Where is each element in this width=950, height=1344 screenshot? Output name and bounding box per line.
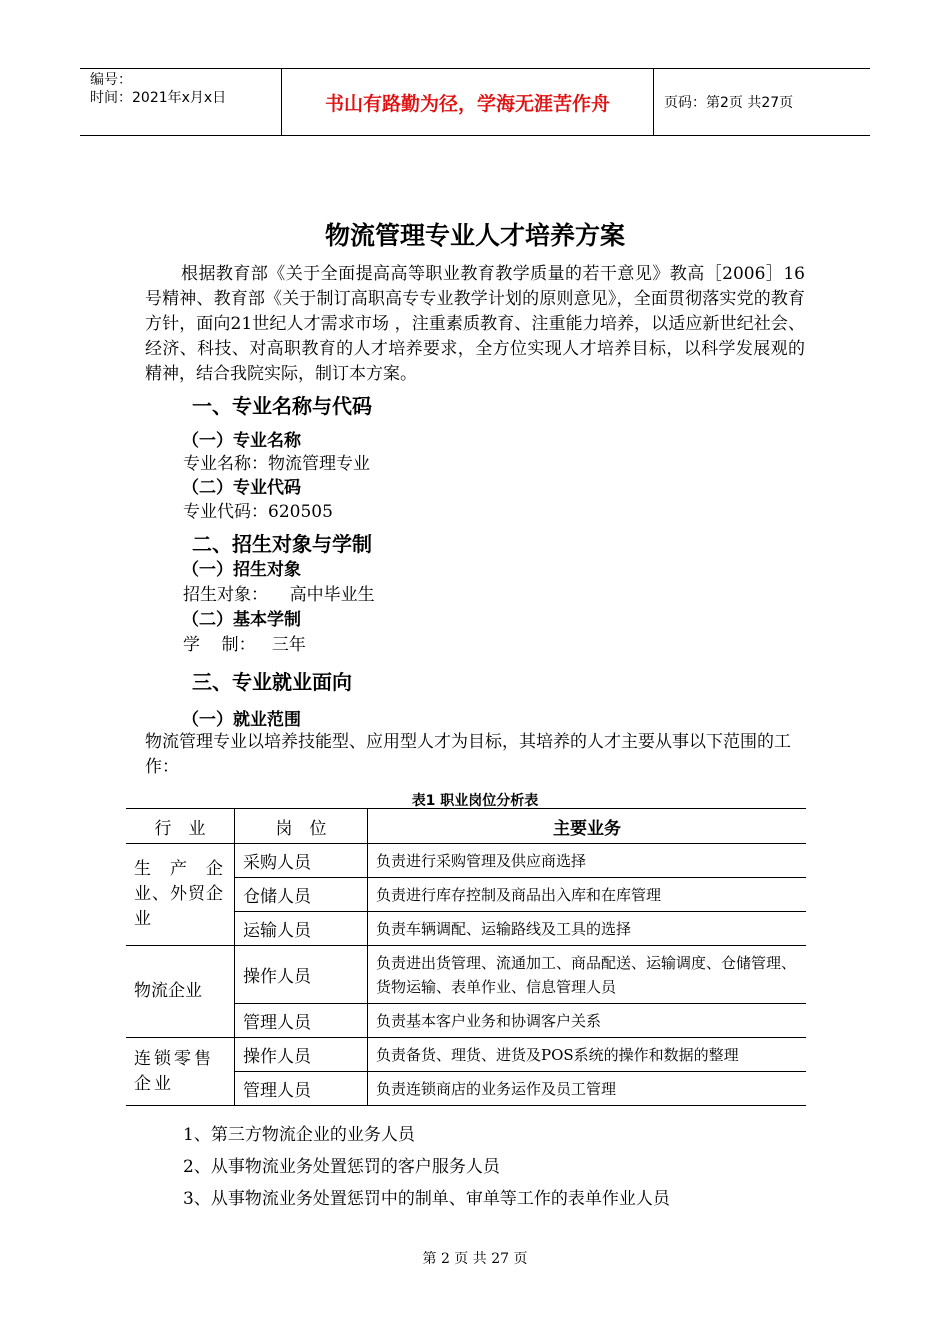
task-cell: 负责车辆调配、运输路线及工具的选择 [368,912,807,946]
duration-text: 学 制： 三年 [183,635,306,655]
job-analysis-table [126,808,806,1106]
section-heading-1: 一、专业名称与代码 [192,394,372,418]
time-label: 时间：2021年x月x日 [90,90,227,106]
column-header: 主要业务 [368,809,807,844]
list-item: 1、第三方物流企业的业务人员 [183,1125,415,1145]
post-cell: 操作人员 [235,946,368,1004]
task-cell: 负责备货、理货、进货及POS系统的操作和数据的整理 [368,1038,807,1072]
intro-paragraph [145,262,805,387]
list-item: 2、从事物流业务处置惩罚的客户服务人员 [183,1157,500,1177]
table-row [126,946,806,1004]
task-cell: 负责进行库存控制及商品出入库和在库管理 [368,878,807,912]
post-cell: 管理人员 [235,1004,368,1038]
post-cell: 采购人员 [235,844,368,878]
industry-cell: 生 产 企业、外贸企业 [126,844,235,946]
post-cell: 操作人员 [235,1038,368,1072]
post-cell: 仓储人员 [235,878,368,912]
section-heading-2: 二、招生对象与学制 [192,532,372,556]
scope-paragraph: 物流管理专业以培养技能型、应用型人才为目标，其培养的人才主要从事以下范围的工作： [145,732,791,777]
subsection-heading: （二）基本学制 [182,610,301,630]
header-page-info: 页码：第2页 共27页 [664,95,794,111]
major-code-text: 专业代码：620505 [183,502,333,522]
document-title: 物流管理专业人才培养方案 [324,221,625,250]
task-cell: 负责进行采购管理及供应商选择 [368,844,807,878]
industry-cell: 物流企业 [126,946,235,1038]
subsection-heading: （二）专业代码 [182,478,301,498]
list-item: 3、从事物流业务处置惩罚中的制单、审单等工作的表单作业人员 [183,1189,670,1209]
post-cell: 管理人员 [235,1072,368,1106]
column-header: 行 业 [126,809,235,844]
page-footer: 第 2 页 共 27 页 [422,1251,528,1267]
subsection-heading: （一）就业范围 [182,710,301,730]
major-name-text: 专业名称：物流管理专业 [183,454,370,474]
task-cell: 负责基本客户业务和协调客户关系 [368,1004,807,1038]
table-row [126,1038,806,1072]
intro-text: 根据教育部《关于全面提高高等职业教育教学质量的若干意见》教高［2006］16号精神、教育部《关于制订高职高专专业教学计划的原则意见》，全面贯彻落实党的教育方针，面向21世纪人才需求市场 ，注重素质教育、注重能力培养，以适应新世纪社会、经济、科技、对高职教育的人才培养要求，全方位实现人才培养目标，以科学发展观的精神，结合我院实际，制订本方案。 [145,264,805,384]
task-cell: 负责连锁商店的业务运作及员工管理 [368,1072,807,1106]
enroll-target-text: 招生对象： 高中毕业生 [183,585,375,605]
table-row [126,844,806,878]
header-meta [80,69,282,135]
task-cell: 负责进出货管理、流通加工、商品配送、运输调度、仓储管理、货物运输、表单作业、信息管理人员 [368,946,807,1004]
table-header-row [126,809,806,844]
post-cell: 运输人员 [235,912,368,946]
industry-cell: 连锁零售企业 [126,1038,235,1106]
column-header: 岗 位 [235,809,368,844]
number-label: 编号： [90,72,132,88]
table-caption: 表1 职业岗位分析表 [411,793,539,809]
page-header [80,68,870,136]
header-motto: 书山有路勤为径，学海无涯苦作舟 [282,69,654,135]
subsection-heading: （一）专业名称 [182,431,301,451]
section-heading-3: 三、专业就业面向 [192,670,352,694]
subsection-heading: （一）招生对象 [182,560,301,580]
